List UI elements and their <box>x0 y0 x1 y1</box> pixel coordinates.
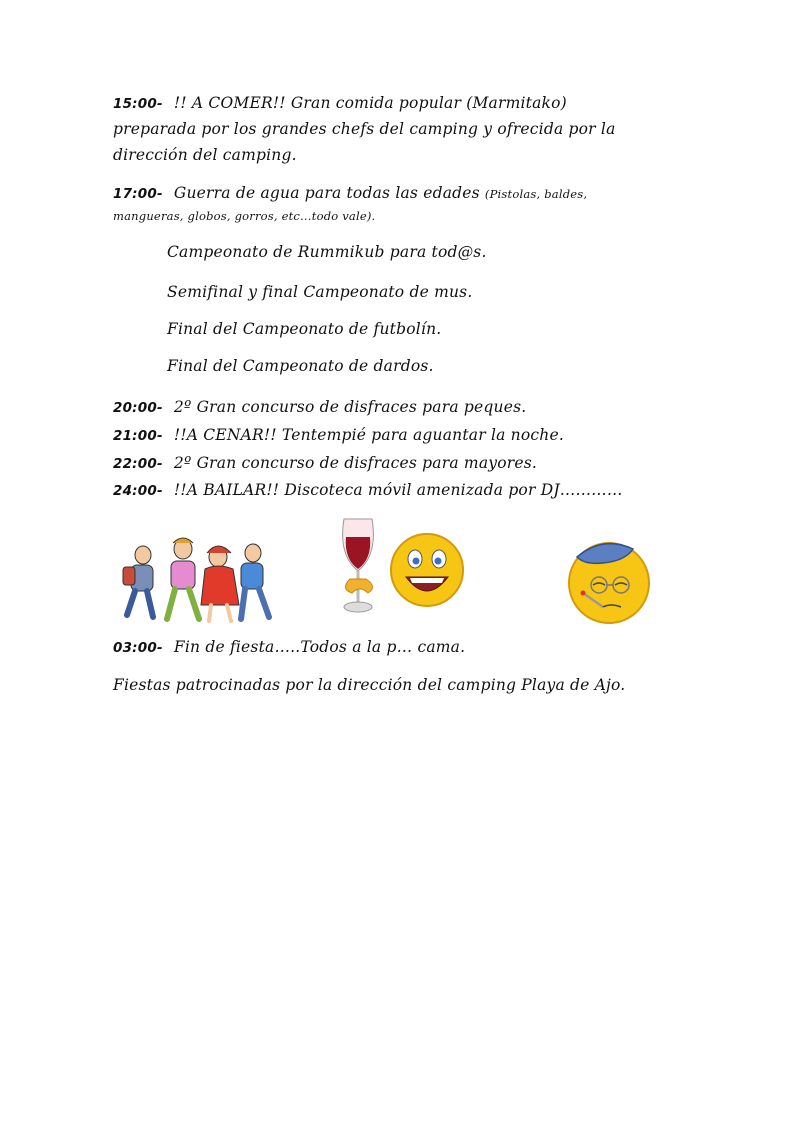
sick-smiley-illustration <box>563 533 655 625</box>
event-text: !!A CENAR!! Tentempié para aguantar la noche. <box>168 426 564 444</box>
event-text: Guerra de agua para todas las edades <box>168 184 485 202</box>
sub-event-futbolin: Final del Campeonato de futbolín. <box>167 320 442 338</box>
event-time: 22:00- <box>113 456 163 472</box>
footer-sponsor-note: Fiestas patrocinadas por la dirección del camping Playa de Ajo. <box>113 676 626 694</box>
event-0300 <box>113 638 465 656</box>
event-2400 <box>113 481 623 499</box>
dancing-people-illustration <box>113 535 278 625</box>
event-time: 20:00- <box>113 400 163 416</box>
wine-smiley-illustration <box>338 515 466 620</box>
event-1500-line3: dirección del camping. <box>113 146 297 164</box>
event-1700-note-line2: mangueras, globos, gorros, etc…todo vale). <box>113 209 376 223</box>
event-2000 <box>113 398 526 416</box>
event-text: !! A COMER!! Gran comida popular (Marmitako) <box>168 94 567 112</box>
event-time: 03:00- <box>113 640 163 656</box>
event-1500-line1 <box>113 94 567 112</box>
event-note: (Pistolas, baldes, <box>484 187 588 201</box>
event-2200 <box>113 454 537 472</box>
sub-event-dardos: Final del Campeonato de dardos. <box>167 357 434 375</box>
event-time: 15:00- <box>113 96 163 112</box>
sub-event-mus: Semifinal y final Campeonato de mus. <box>167 283 473 301</box>
event-time: 24:00- <box>113 483 163 499</box>
event-text: 2º Gran concurso de disfraces para mayores. <box>168 454 538 472</box>
event-text: 2º Gran concurso de disfraces para peques. <box>168 398 527 416</box>
event-time: 17:00- <box>113 186 163 202</box>
sub-event-rummikub: Campeonato de Rummikub para tod@s. <box>167 243 487 261</box>
event-1500-line2: preparada por los grandes chefs del camping y ofrecida por la <box>113 120 616 138</box>
event-time: 21:00- <box>113 428 163 444</box>
event-text: Fin de fiesta…..Todos a la p… cama. <box>168 638 466 656</box>
event-2100 <box>113 426 564 444</box>
event-1700-line1 <box>113 184 587 202</box>
event-text: !!A BAILAR!! Discoteca móvil amenizada por DJ………… <box>168 481 623 499</box>
